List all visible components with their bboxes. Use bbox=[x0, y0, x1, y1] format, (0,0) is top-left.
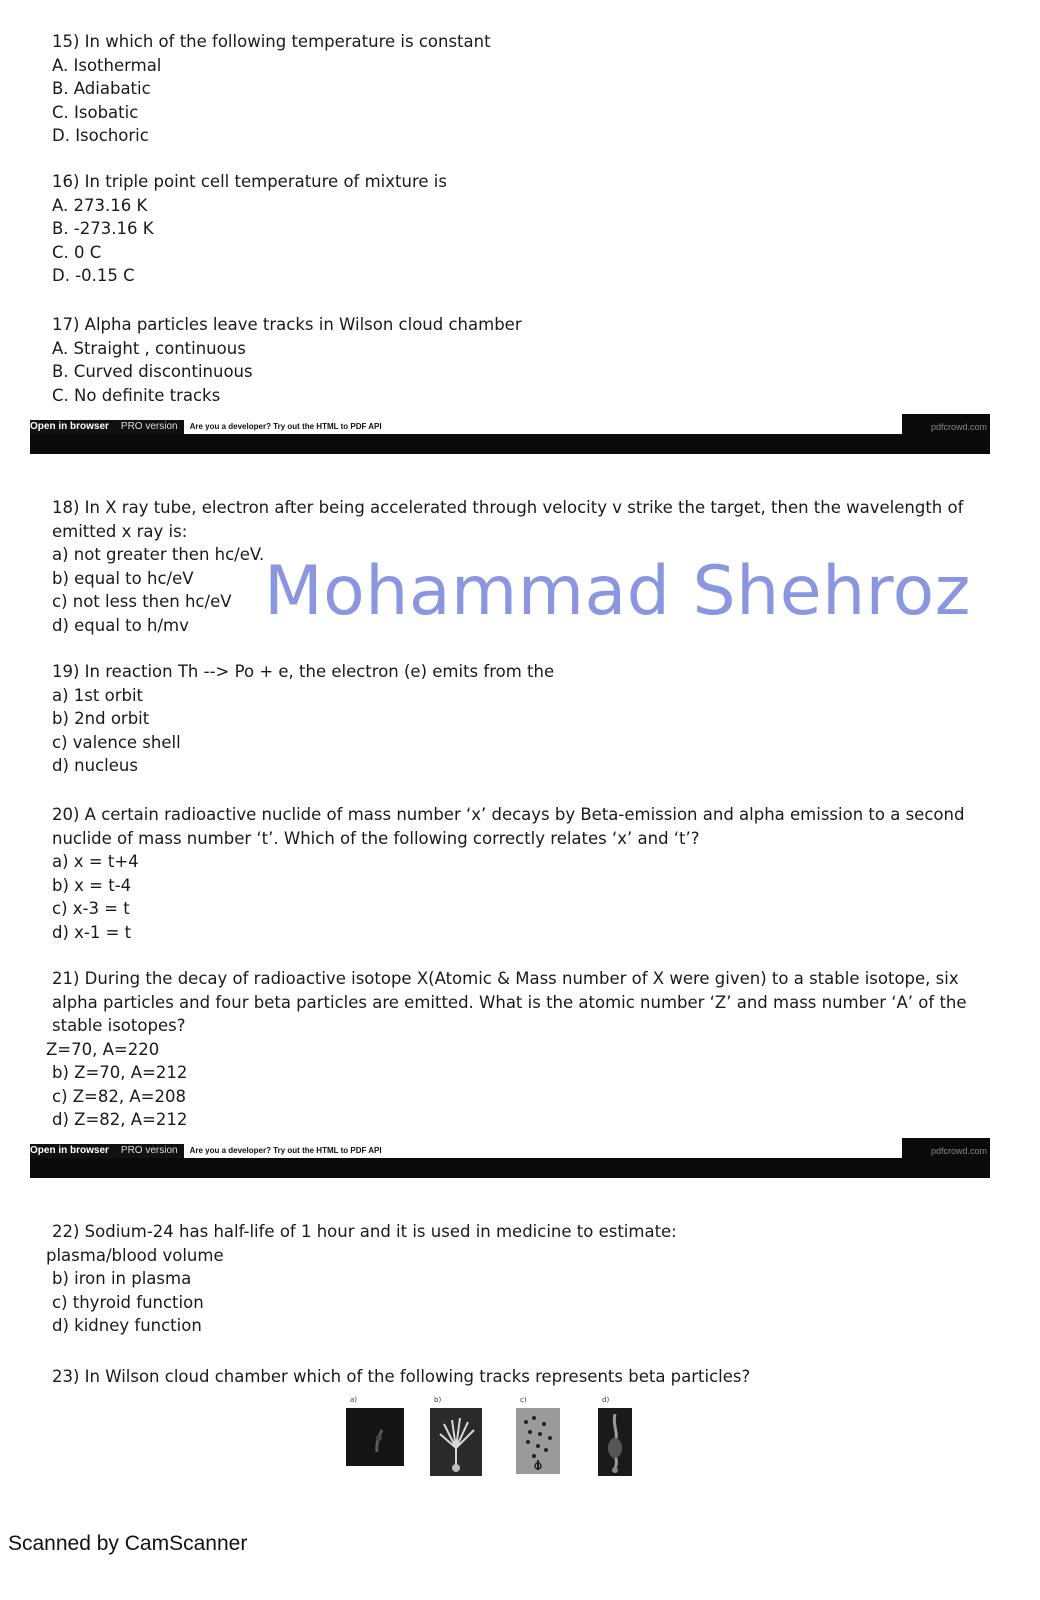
option-b: B. Curved discontinuous bbox=[52, 362, 253, 381]
track-label-d: d) bbox=[602, 1396, 610, 1404]
option-d: d) equal to h/mv bbox=[52, 615, 189, 635]
option-d: d) x-1 = t bbox=[52, 922, 132, 942]
track-label-a: a) bbox=[350, 1396, 358, 1404]
question-19 bbox=[52, 660, 992, 778]
banner-strip bbox=[30, 420, 470, 434]
option-a: a) 1st orbit bbox=[52, 685, 144, 705]
developer-link[interactable]: Are you a developer? Try out the HTML to PDF API bbox=[184, 1144, 388, 1158]
question-stem: 19) In reaction Th --> Po + e, the electron (e) emits from the bbox=[52, 662, 555, 681]
question-stem: 21) During the decay of radioactive isotope X(Atomic & Mass number of X were given) to a stable isotope, six alpha particles and four beta particles are emitted. What is the atomic number ‘Z’ and mass number ‘A’ of the stable isotopes? bbox=[52, 969, 967, 1035]
question-16 bbox=[52, 170, 992, 288]
option-c: c) thyroid function bbox=[52, 1292, 204, 1312]
cloud-chamber-track-b-image bbox=[430, 1408, 482, 1476]
pdf-banner bbox=[30, 420, 990, 456]
question-stem: 15) In which of the following temperature is constant bbox=[52, 32, 491, 51]
option-c: c) valence shell bbox=[52, 732, 181, 752]
option-b: b) 2nd orbit bbox=[52, 709, 150, 728]
option-d: d) kidney function bbox=[52, 1316, 202, 1335]
option-a: A. 273.16 K bbox=[52, 195, 148, 215]
option-b: b) x = t-4 bbox=[52, 875, 132, 895]
question-22 bbox=[46, 1220, 992, 1338]
question-17 bbox=[52, 313, 992, 407]
banner-strip bbox=[30, 1144, 470, 1158]
open-in-browser-link[interactable]: Open in browser bbox=[30, 420, 115, 434]
question-stem: 23) In Wilson cloud chamber which of the following tracks represents beta particles? bbox=[52, 1367, 751, 1386]
cloud-chamber-track-a-image bbox=[346, 1408, 404, 1466]
option-d: d) nucleus bbox=[52, 756, 138, 775]
option-d: D. Isochoric bbox=[52, 126, 149, 145]
question-stem: 16) In triple point cell temperature of mixture is bbox=[52, 172, 447, 191]
watermark-text: Mohammad Shehroz bbox=[264, 552, 971, 631]
question-stem: 22) Sodium-24 has half-life of 1 hour and it is used in medicine to estimate: bbox=[52, 1222, 677, 1241]
pro-version-link[interactable]: PRO version bbox=[115, 420, 184, 434]
option-b: b) iron in plasma bbox=[52, 1269, 192, 1288]
option-d: D. -0.15 C bbox=[52, 266, 135, 285]
option-b: b) Z=70, A=212 bbox=[52, 1063, 188, 1082]
question-23 bbox=[52, 1365, 992, 1389]
question-21 bbox=[46, 967, 992, 1132]
developer-link[interactable]: Are you a developer? Try out the HTML to PDF API bbox=[184, 420, 388, 434]
option-a: plasma/blood volume bbox=[46, 1245, 224, 1265]
option-b: b) equal to hc/eV bbox=[52, 568, 194, 588]
option-b: B. Adiabatic bbox=[52, 79, 151, 98]
option-a: A. Straight , continuous bbox=[52, 338, 246, 358]
question-15 bbox=[52, 30, 992, 148]
scanner-footer: Scanned by CamScanner bbox=[8, 1532, 248, 1555]
banner-bar bbox=[30, 1158, 990, 1178]
banner-right-logo[interactable]: pdfcrowd.com bbox=[902, 1138, 990, 1164]
option-c: c) Z=82, A=208 bbox=[52, 1086, 186, 1106]
option-c: c) x-3 = t bbox=[52, 899, 130, 918]
option-a: a) x = t+4 bbox=[52, 852, 139, 871]
option-c: c) not less then hc/eV bbox=[52, 592, 232, 611]
cloud-chamber-track-c-image bbox=[516, 1408, 560, 1474]
option-b: B. -273.16 K bbox=[52, 219, 154, 238]
banner-right-logo[interactable]: pdfcrowd.com bbox=[902, 414, 990, 440]
question-stem: 18) In X ray tube, electron after being accelerated through velocity v strike the target, then the wavelength of emitted x ray is: bbox=[52, 498, 964, 541]
pro-version-link[interactable]: PRO version bbox=[115, 1144, 184, 1158]
option-d: d) Z=82, A=212 bbox=[52, 1110, 188, 1129]
track-label-b: b) bbox=[434, 1396, 442, 1404]
cloud-chamber-track-d-image bbox=[598, 1408, 632, 1476]
question-20 bbox=[52, 803, 992, 944]
option-a: a) not greater then hc/eV. bbox=[52, 545, 265, 564]
option-c: C. No definite tracks bbox=[52, 385, 221, 405]
pdf-banner bbox=[30, 1144, 990, 1180]
banner-bar bbox=[30, 434, 990, 454]
question-stem: 20) A certain radioactive nuclide of mass number ‘x’ decays by Beta-emission and alpha emission to a second nuclide of mass number ‘t’. Which of the following correctly relates ‘x’ and ‘t’? bbox=[52, 805, 965, 848]
track-images bbox=[340, 1396, 650, 1486]
track-label-c: c) bbox=[520, 1396, 527, 1404]
question-stem: 17) Alpha particles leave tracks in Wilson cloud chamber bbox=[52, 315, 522, 334]
option-a: A. Isothermal bbox=[52, 55, 162, 75]
option-a: Z=70, A=220 bbox=[46, 1039, 160, 1059]
open-in-browser-link[interactable]: Open in browser bbox=[30, 1144, 115, 1158]
option-c: C. 0 C bbox=[52, 242, 102, 262]
option-c: C. Isobatic bbox=[52, 102, 139, 122]
